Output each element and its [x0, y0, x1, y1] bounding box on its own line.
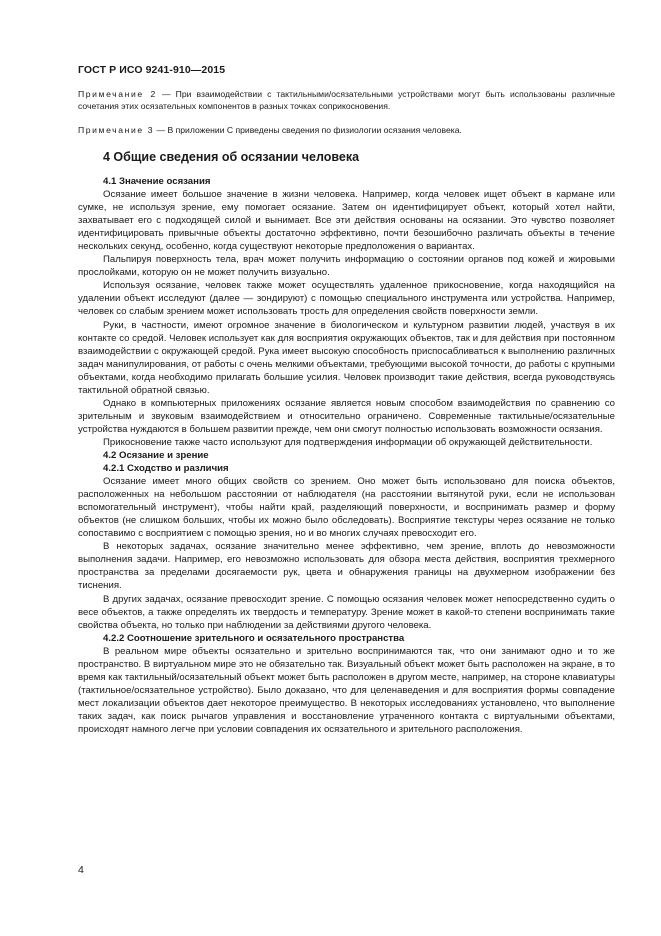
note-3-label: Примечание 3	[78, 125, 155, 135]
subsection-4-2-1-title: 4.2.1 Сходство и различия	[103, 463, 229, 475]
paragraph: Осязание имеет большое значение в жизни человека. Например, когда человек ищет объект в кармане или сумке, не используя зрение, ему помогает осязание. Затем он идентифицирует объект, который хотел найти, захватывает его с подходящей силой и вынимает. Все эти действия основаны на осязании. Это чувство позволяет идентифицировать привычные объекты достаточно эффективно, почти безошибочно различать объекты в течение нескольких секунд, особенно, когда существуют некоторые предположения о вариантах.	[78, 189, 615, 253]
section-4-title: 4 Общие сведения об осязании человека	[103, 150, 360, 164]
paragraph: В реальном мире объекты осязательно и зрительно воспринимаются так, что они занимают одно и то же пространство. В виртуальном мире это не обязательно так. Визуальный объект может быть расположен на экране, в то время как тактильный/осязательный объект может быть расположен в другом месте, например, на стороне клавиатуры (тактильное/осязательное устройство). Было доказано, что для целенаведения и для восприятия формы совпадение мест локализации объектов дает некоторое преимущество. В некоторых исследованиях установлено, что выполнение таких задач, как поиск рычагов управления и восстановление утраченного контакта с виртуальными объектами, происходят намного легче при условии совпадения их осязательного и зрительного расположения.	[78, 645, 615, 735]
paragraph: В некоторых задачах, осязание значительно менее эффективно, чем зрение, вплоть до невозможности выполнения задачи. Например, его невозможно использовать для обзора места действия, восприятия трехмерного пространства за пределами досягаемости рук, цвета и обнаружения границы на двухмерном изображении без тиснения.	[78, 541, 615, 592]
paragraph: Осязание имеет много общих свойств со зрением. Оно может быть использовано для поиска объектов, расположенных на небольшом расстоянии от наблюдателя (на расстоянии вытянутой руки, если не использован вспомогательный инструмент), чтобы найти край, разделяющий поверхности, и воспринимать размер и форму объектов (не слишком больших, чтобы их можно было обследовать). Восприятие текстуры через осязание не только сопоставимо с восприятием с помощью зрения, но и во многих случаях превосходит его.	[78, 476, 615, 540]
note-2-label: Примечание 2	[78, 89, 157, 99]
note-3-text: — В приложении С приведены сведения по физиологии осязания человека.	[154, 125, 462, 135]
paragraph: В других задачах, осязание превосходит зрение. С помощью осязания человек может непосредственно судить о весе объектов, а также определять их твердость и температуру. Зрение может в какой-то степени воспринимать такие свойства объекта, но только при наблюдении за действиями другого человека.	[78, 593, 615, 631]
note-2	[78, 88, 615, 113]
page-number: 4	[78, 864, 84, 876]
paragraph: Прикосновение также часто используют для подтверждения информации об окружающей действительности.	[103, 436, 593, 448]
paragraph: Руки, в частности, имеют огромное значение в биологическом и культурном развитии людей, участвуя в их контакте со средой. Человек использует как для восприятия окружающих объектов, так и для действия при постоянном взаимодействии с окружающей средой. Рука имеет высокую способность приспосабливаться к выполнению различных задач манипулирования, от работы с очень мелкими объектами, требующими высокой точности, до работы с крупными объектами, когда необходимо прилагать большие усилия. Человек производит такие действия, всегда руководствуясь тактильной обратной связью.	[78, 319, 615, 396]
subsection-4-1-title: 4.1 Значение осязания	[103, 176, 211, 187]
paragraph: Пальпируя поверхность тела, врач может получить информацию о состоянии органов под кожей и жировыми прослойками, которую он не может получить визуально.	[78, 254, 615, 279]
note-2-text: — При взаимодействии с тактильными/осязательными устройствами могут быть использованы различные сочетания этих осязательных компонентов в разных точках соприкосновения.	[78, 89, 616, 112]
subsection-4-2-2-title: 4.2.2 Соотношение зрительного и осязательного пространства	[103, 632, 405, 644]
subsection-4-2-title: 4.2 Осязание и зрение	[103, 449, 209, 461]
document-header: ГОСТ Р ИСО 9241-910—2015	[78, 64, 226, 76]
paragraph: Используя осязание, человек также может осуществлять удаленное прикосновение, когда находящийся на удалении объект исследуют (далее — зондируют) с помощью специального инструмента или устройства. Например, человек со слабым зрением может использовать трость для определения свойств поверхности земли.	[78, 280, 615, 318]
note-3	[78, 124, 615, 136]
section-4-body	[78, 175, 615, 736]
paragraph: Однако в компьютерных приложениях осязание является новым способом взаимодействия по сравнению со зрительным и звуковым взаимодействием и относительно ограничено. Современные тактильные/осязательные устройства нуждаются в большем развитии прежде, чем они смогут полностью использовать возможности осязания.	[78, 397, 615, 435]
